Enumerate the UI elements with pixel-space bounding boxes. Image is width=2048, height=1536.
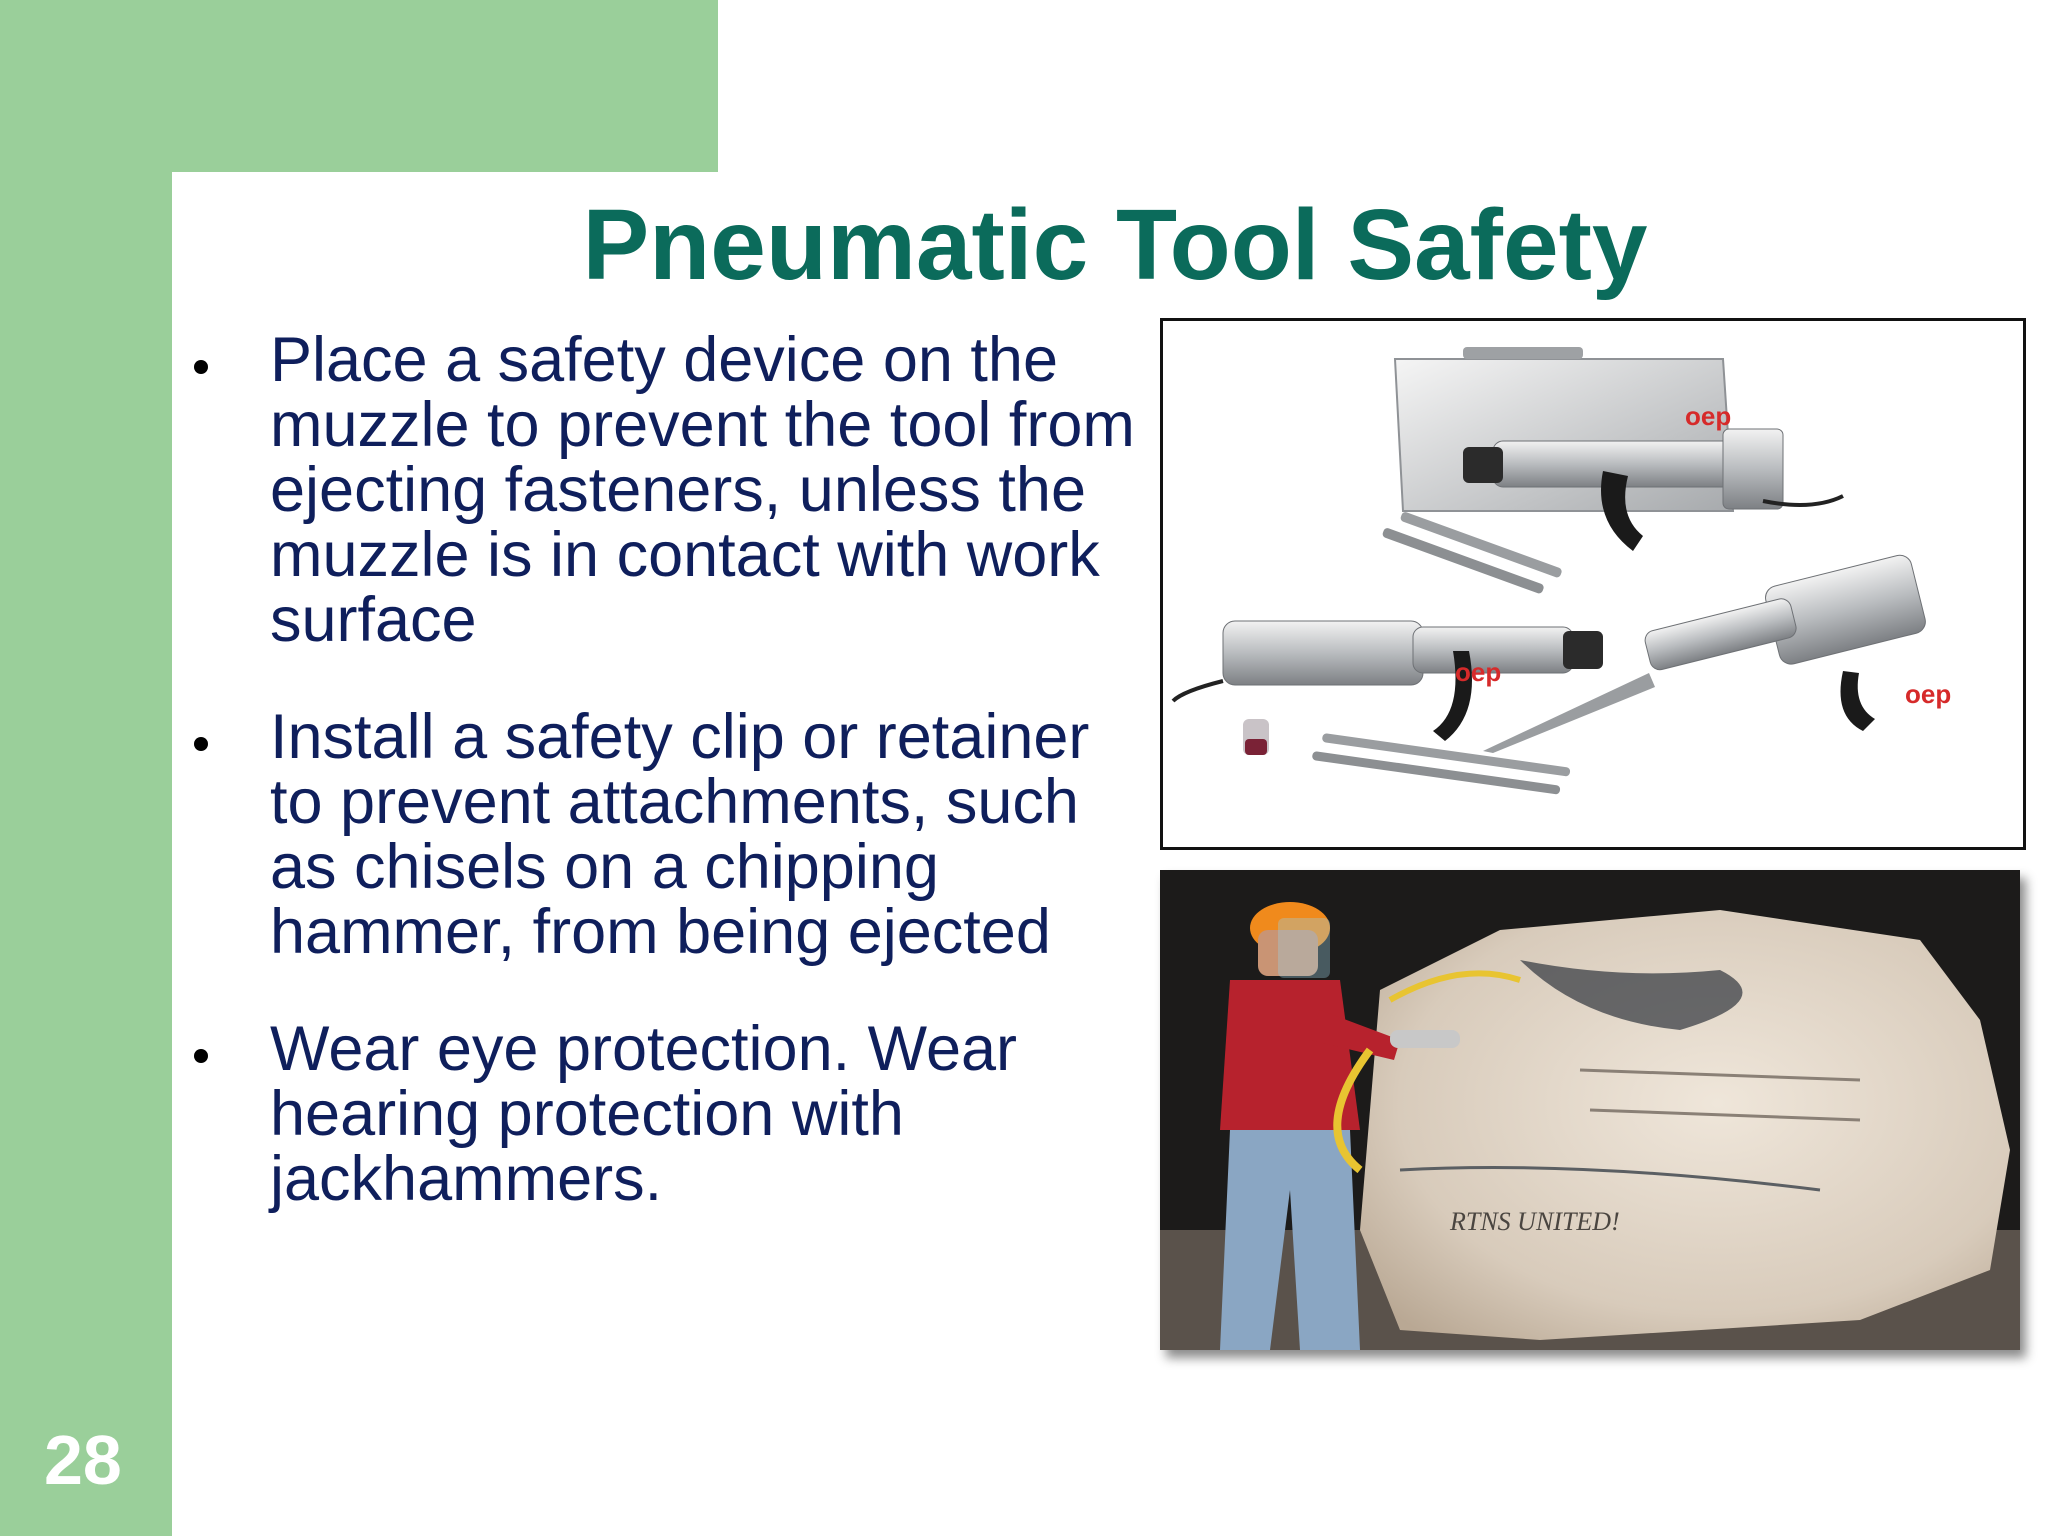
jackhammer-middle xyxy=(1173,621,1603,795)
rock-inscription: RTNS UNITED! xyxy=(1450,1207,1620,1236)
bullet-dot-icon xyxy=(194,360,208,374)
slide-title: Pneumatic Tool Safety xyxy=(582,189,1648,301)
bullet-text: Wear eye protection. Wear hearing protection with jackhammers. xyxy=(270,1014,1018,1214)
brand-mark-middle: oep xyxy=(1455,657,1502,687)
jackhammer-tools-illustration xyxy=(1163,321,2023,847)
worker-rock-illustration xyxy=(1160,870,2020,1350)
top-accent-band xyxy=(0,0,718,172)
bullet-dot-icon xyxy=(194,737,208,751)
bullet-text: Place a safety device on the muzzle to prevent the tool from ejecting fasteners, unless the muzzle is in contact with work surface xyxy=(270,325,1135,655)
brand-mark-top: oep xyxy=(1685,401,1732,431)
left-accent-band xyxy=(0,0,172,1536)
jackhammer-tools-photo xyxy=(1160,318,2026,850)
bullet-item xyxy=(190,325,1150,655)
bullet-dot-icon xyxy=(194,1049,208,1063)
bullet-item xyxy=(190,1014,1150,1214)
brand-mark-right: oep xyxy=(1905,679,1952,709)
bullet-text: Install a safety clip or retainer to prevent attachments, such as chisels on a chipping hammer, from being ejected xyxy=(270,702,1090,967)
slide-number: 28 xyxy=(44,1421,122,1499)
bullet-list xyxy=(190,325,1150,1264)
bullet-item xyxy=(190,702,1150,967)
worker-rock-photo xyxy=(1160,870,2020,1350)
